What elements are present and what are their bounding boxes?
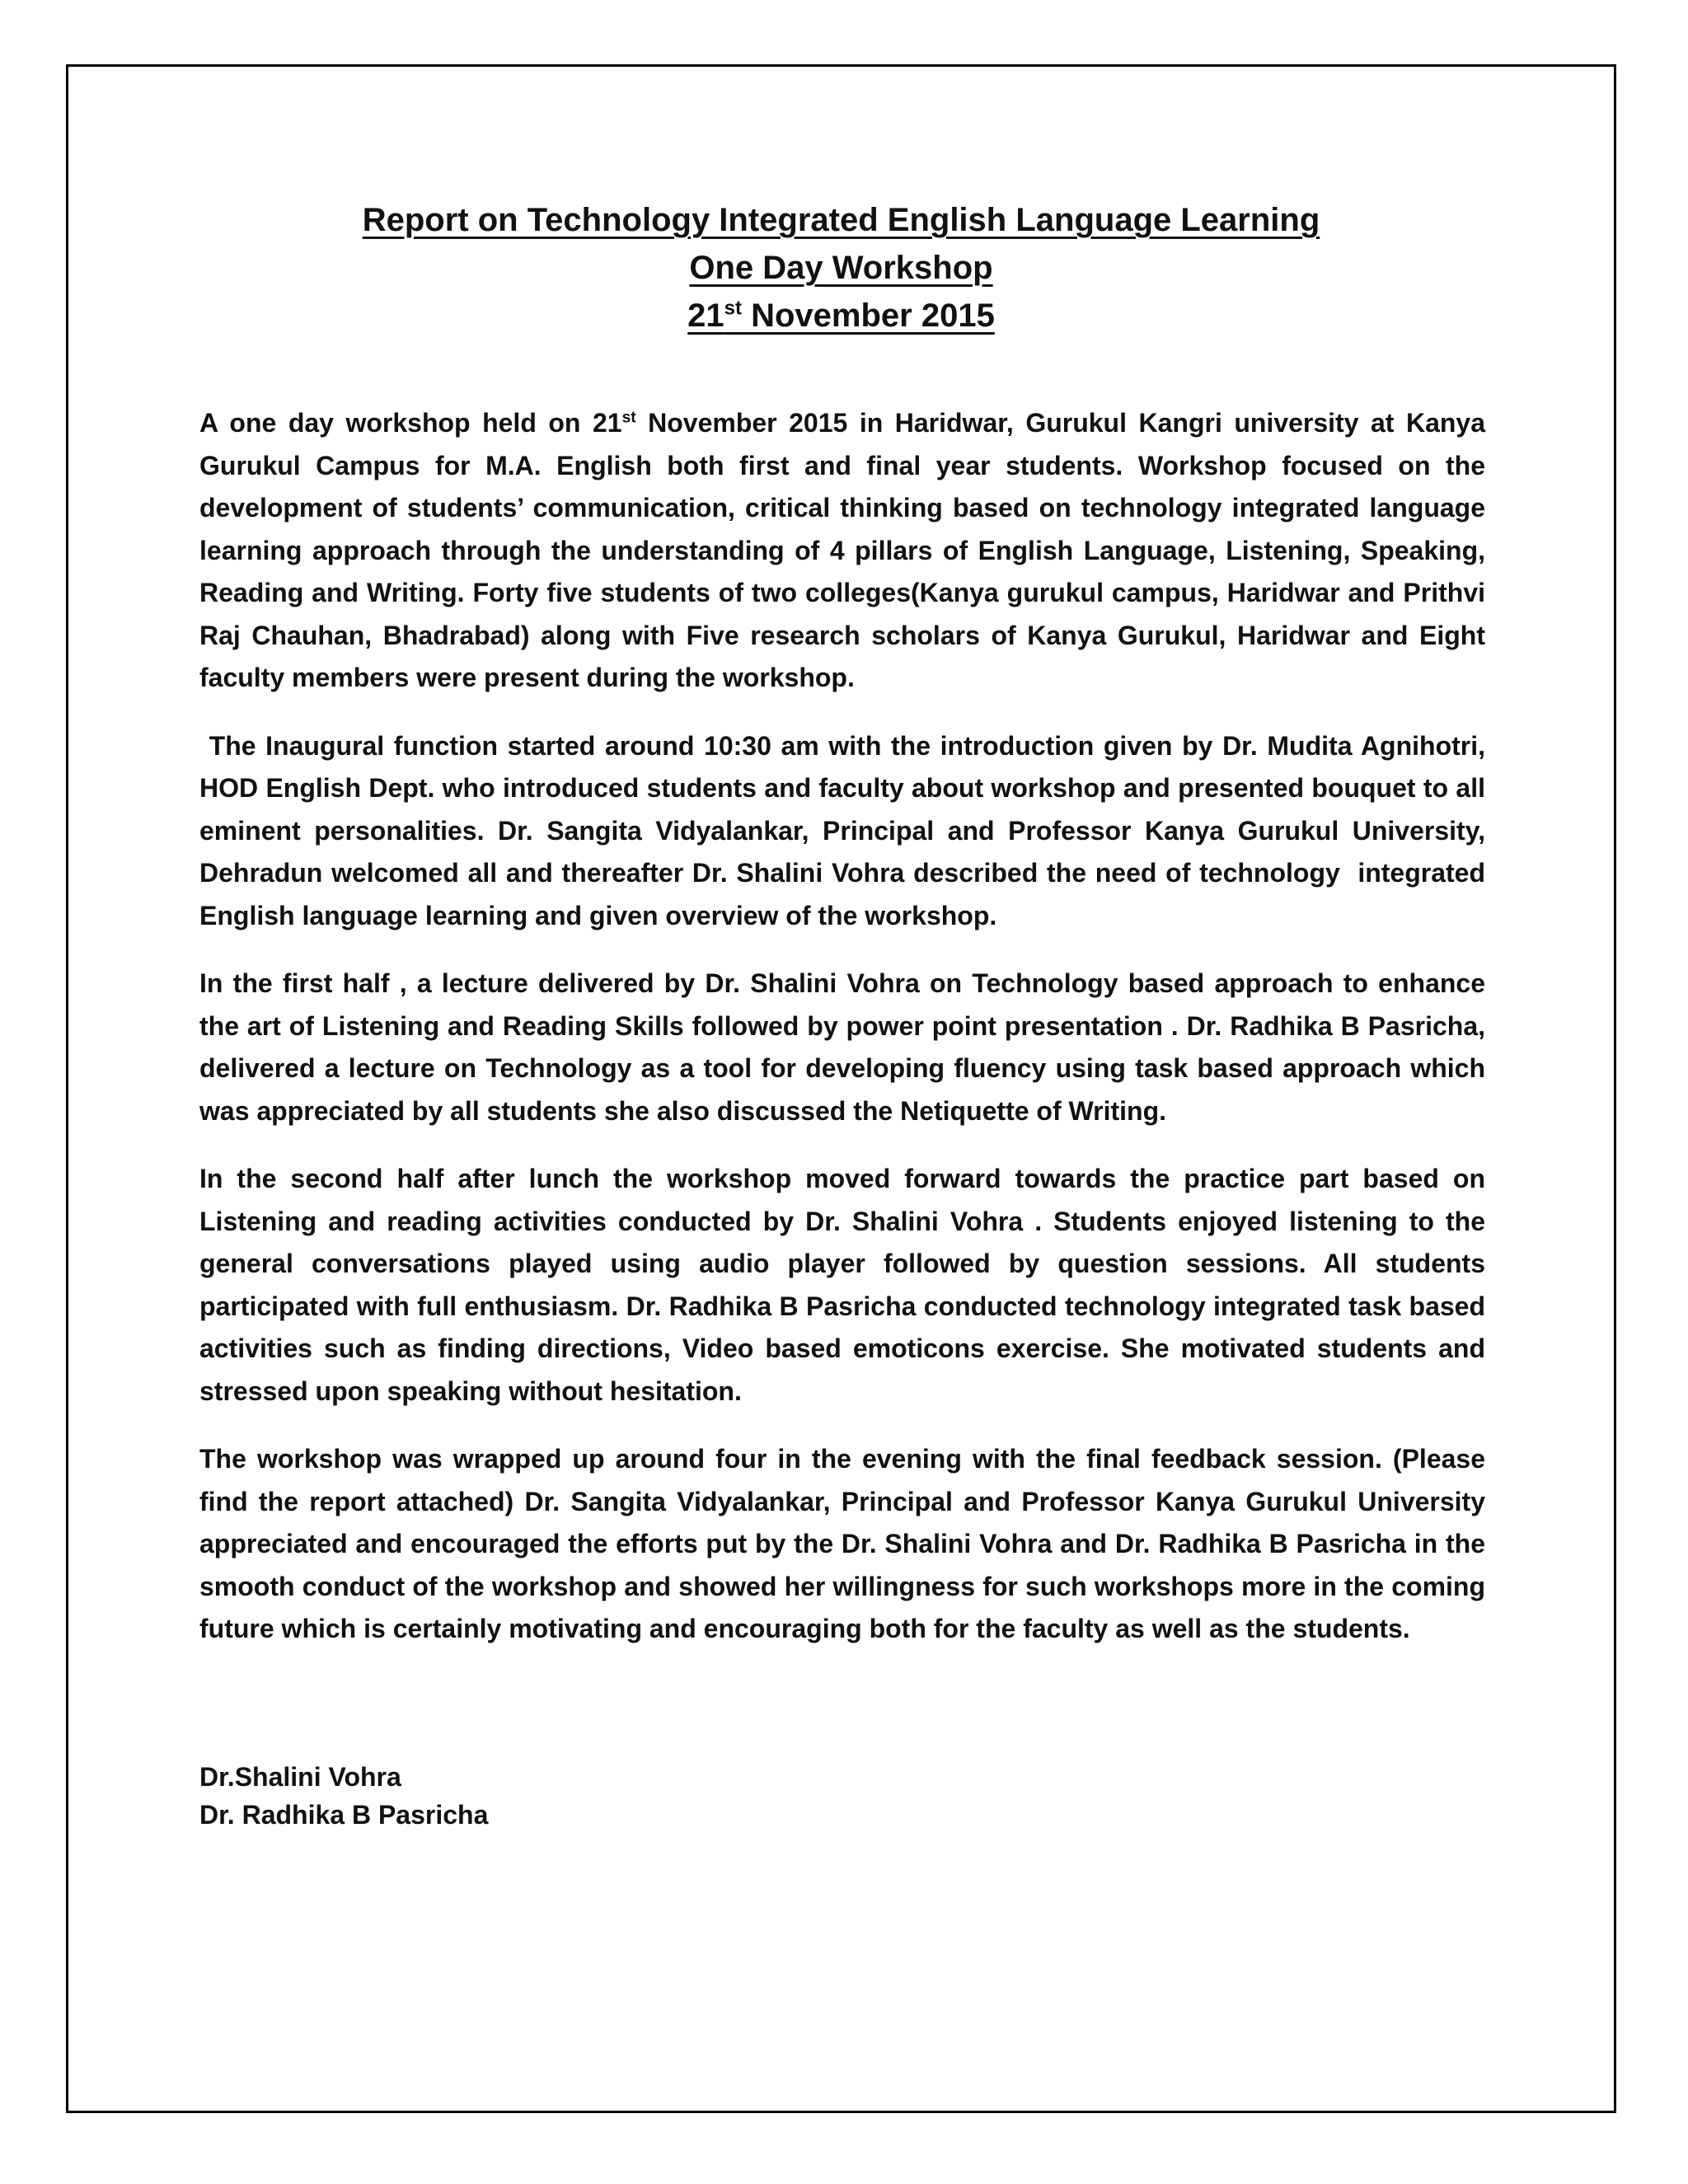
- date-day: 21: [687, 298, 724, 334]
- paragraph-intro-part2: November 2015 in Haridwar, Gurukul Kangri university at Kanya Gurukul Campus for M.A. English both first and final year students. Workshop focused on the development of students’ communication, critical thinking based on technology integrated language learning approach through the understanding of 4 pillars of English Language, Listening, Speaking, Reading and Writing. Forty five students of two colleges(Kanya gurukul campus, Haridwar and Prithvi Raj Chauhan, Bhadrabad) along with Five research scholars of Kanya Gurukul, Haridwar and Eight faculty members were present during the workshop.: [199, 408, 1486, 692]
- date-rest: November 2015: [742, 298, 995, 334]
- paragraph-first-half: In the first half , a lecture delivered by Dr. Shalini Vohra on Technology based approach to enhance the art of Listening and Reading Skills followed by power point presentation . Dr. Radhika B Pasricha, delivered a lecture on Technology as a tool for developing fluency using task based approach which was appreciated by all students she also discussed the Netiquette of Writing.: [199, 968, 1485, 1126]
- paragraph-intro-part1: A one day workshop held on 21: [199, 408, 622, 438]
- report-title-block: [66, 196, 1616, 340]
- report-title: [66, 196, 1616, 244]
- report-subtitle-text: One Day Workshop: [689, 250, 993, 286]
- paragraph-second-half: In the second half after lunch the workshop moved forward towards the practice part based on Listening and reading activities conducted by Dr. Shalini Vohra . Students enjoyed listening to the general conversations played using audio player followed by question sessions. All students participated with full enthusiasm. Dr. Radhika B Pasricha conducted technology integrated task based activities such as finding directions, Video based emoticons exercise. She motivated students and stressed upon speaking without hesitation.: [199, 1164, 1485, 1406]
- date-suffix: st: [724, 297, 742, 320]
- report-subtitle: [66, 244, 1616, 292]
- paragraph-intro: [199, 402, 1485, 700]
- report-date: [66, 292, 1616, 340]
- report-title-text: Report on Technology Integrated English Language Learning: [362, 202, 1320, 238]
- signature-radhika-pasricha: Dr. Radhika B Pasricha: [199, 1800, 489, 1830]
- paragraph-conclusion: The workshop was wrapped up around four in the evening with the final feedback session. (Please find the report attached) Dr. Sangita Vidyalankar, Principal and Professor Kanya Gurukul University appreciated and encouraged the efforts put by the Dr. Shalini Vohra and Dr. Radhika B Pasricha in the smooth conduct of the workshop and showed her willingness for such workshops more in the coming future which is certainly motivating and encouraging both for the faculty as well as the students.: [199, 1444, 1485, 1643]
- paragraph-intro-sup: st: [621, 409, 636, 427]
- signature-shalini-vohra: Dr.Shalini Vohra: [199, 1762, 401, 1792]
- report-body: [199, 402, 1493, 1676]
- paragraph-inaugural: The Inaugural function started around 10:30 am with the introduction given by Dr. Mudita Agnihotri, HOD English Dept. who introduced students and faculty about workshop and presented bouquet to all eminent personalities. Dr. Sangita Vidyalankar, Principal and Professor Kanya Gurukul University, Dehradun welcomed all and thereafter Dr. Shalini Vohra described the need of technology integrated English language learning and given overview of the workshop.: [199, 730, 1493, 930]
- report-date-text: [687, 298, 995, 334]
- signature-block: [199, 1758, 488, 1834]
